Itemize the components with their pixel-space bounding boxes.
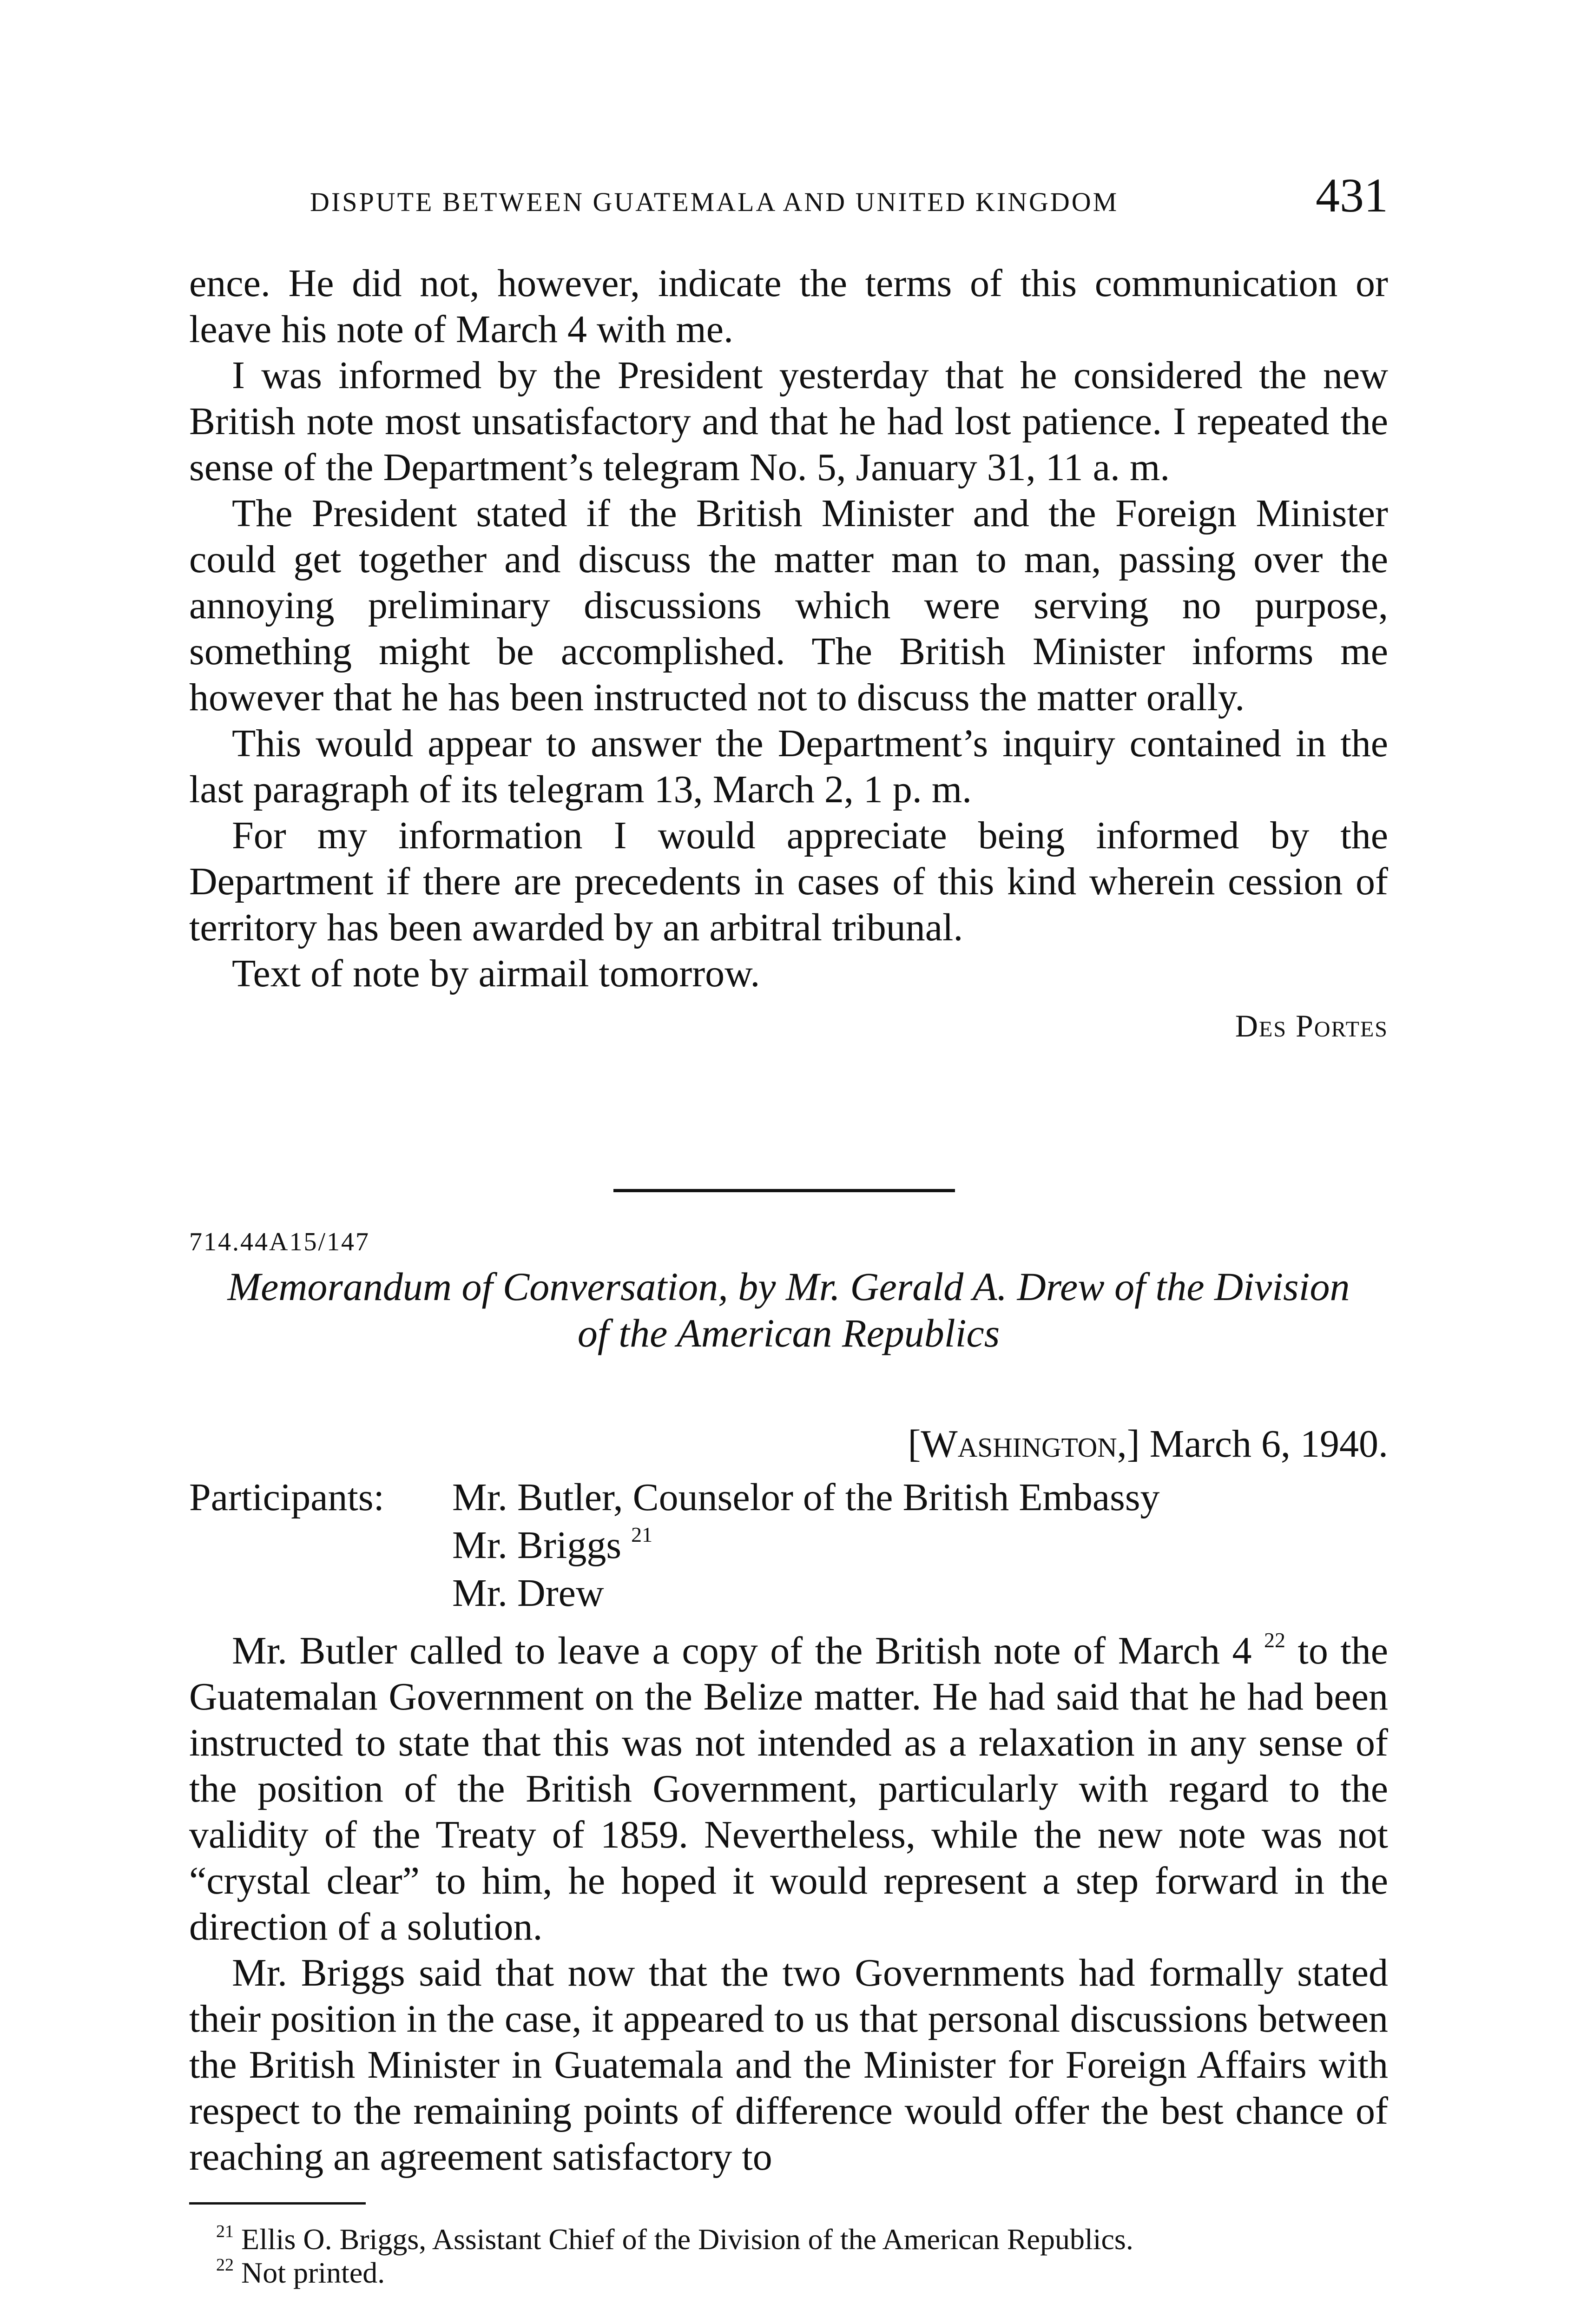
participant xyxy=(452,1473,1160,1521)
participants-list xyxy=(452,1473,1160,1617)
file-number: 714.44A15/147 xyxy=(189,1228,370,1256)
footnote-ref: 22 xyxy=(1264,1628,1285,1652)
document-title xyxy=(189,1263,1388,1356)
paragraph-text: Mr. Butler called to leave a copy of the British note of March 4 xyxy=(232,1629,1252,1672)
footnote-number: 21 xyxy=(216,2221,234,2241)
document-title-line-2: of the American Republics xyxy=(577,1311,1000,1355)
paragraph: This would appear to answer the Department’s inquiry contained in the last paragraph of its telegram 13, March 2, 1 p. m. xyxy=(189,722,1388,811)
section-divider xyxy=(613,1189,955,1192)
footnote-ref: 21 xyxy=(631,1523,653,1546)
running-head-title: DISPUTE BETWEEN GUATEMALA AND UNITED KINGDOM xyxy=(310,187,1119,217)
memorandum-body xyxy=(189,1628,1388,2180)
footnotes xyxy=(216,2223,1387,2290)
footnote-rule xyxy=(189,2202,366,2205)
footnote-number: 22 xyxy=(216,2255,234,2275)
participant-name: Mr. Drew xyxy=(452,1571,604,1615)
running-head xyxy=(189,167,1388,223)
participant-name: Mr. Butler, Counselor of the British Embassy xyxy=(452,1476,1160,1519)
footnote-text: Ellis O. Briggs, Assistant Chief of the Division of the American Republics. xyxy=(241,2223,1133,2256)
dateline xyxy=(189,1421,1388,1466)
paragraph: The President stated if the British Minister and the Foreign Minister could get together and discuss the matter man to man, passing over the annoying preliminary discussions which were serving no purpose, something might be accomplished. The British Minister informs me however that he has been instructed not to discuss the matter orally. xyxy=(189,492,1388,719)
paragraph: ence. He did not, however, indicate the terms of this communication or leave his note of March 4 with me. xyxy=(189,262,1388,351)
paragraph xyxy=(189,1628,1388,1950)
participant xyxy=(452,1569,1160,1617)
signature: Des Portes xyxy=(1235,1008,1388,1043)
footnote-text: Not printed. xyxy=(241,2256,385,2289)
telegram-continuation xyxy=(189,260,1388,1049)
paragraph: Text of note by airmail tomorrow. xyxy=(232,952,760,995)
footnote xyxy=(216,2223,1387,2256)
paragraph-text: to the Guatemalan Government on the Belize matter. He had said that he had been instructed to state that this was not intended as a relaxation in any sense of the position of the British Government, particularly with regard to the validity of the Treaty of 1859. Nevertheless, while the new note was not “crystal clear” to him, he hoped it would represent a step forward in the direction of a solution. xyxy=(189,1629,1388,1948)
document-title-line-1: Memorandum of Conversation, by Mr. Gerald A. Drew of the Division xyxy=(227,1264,1350,1309)
dateline-place: [Washington,] xyxy=(908,1422,1140,1466)
participant xyxy=(452,1521,1160,1569)
dateline-date: March 6, 1940. xyxy=(1149,1422,1388,1466)
paragraph: I was informed by the President yesterday that he considered the new British note most unsatisfactory and that he had lost patience. I repeated the sense of the Department’s telegram No. 5, January 31, 11 a. m. xyxy=(189,354,1388,489)
participants-label: Participants: xyxy=(189,1476,384,1519)
paragraph: Mr. Briggs said that now that the two Governments had formally stated their position in the case, it appeared to us that personal discussions between the British Minister in Guatemala and the Minister for Foreign Affairs with respect to the remaining points of difference would offer the best chance of reaching an agreement satisfactory to xyxy=(189,1951,1388,2179)
participant-name: Mr. Briggs xyxy=(452,1524,622,1567)
page-number: 431 xyxy=(1316,169,1388,222)
paragraph: For my information I would appreciate being informed by the Department if there are precedents in cases of this kind wherein cession of territory has been awarded by an arbitral tribunal. xyxy=(189,814,1388,949)
footnote xyxy=(216,2256,1387,2290)
